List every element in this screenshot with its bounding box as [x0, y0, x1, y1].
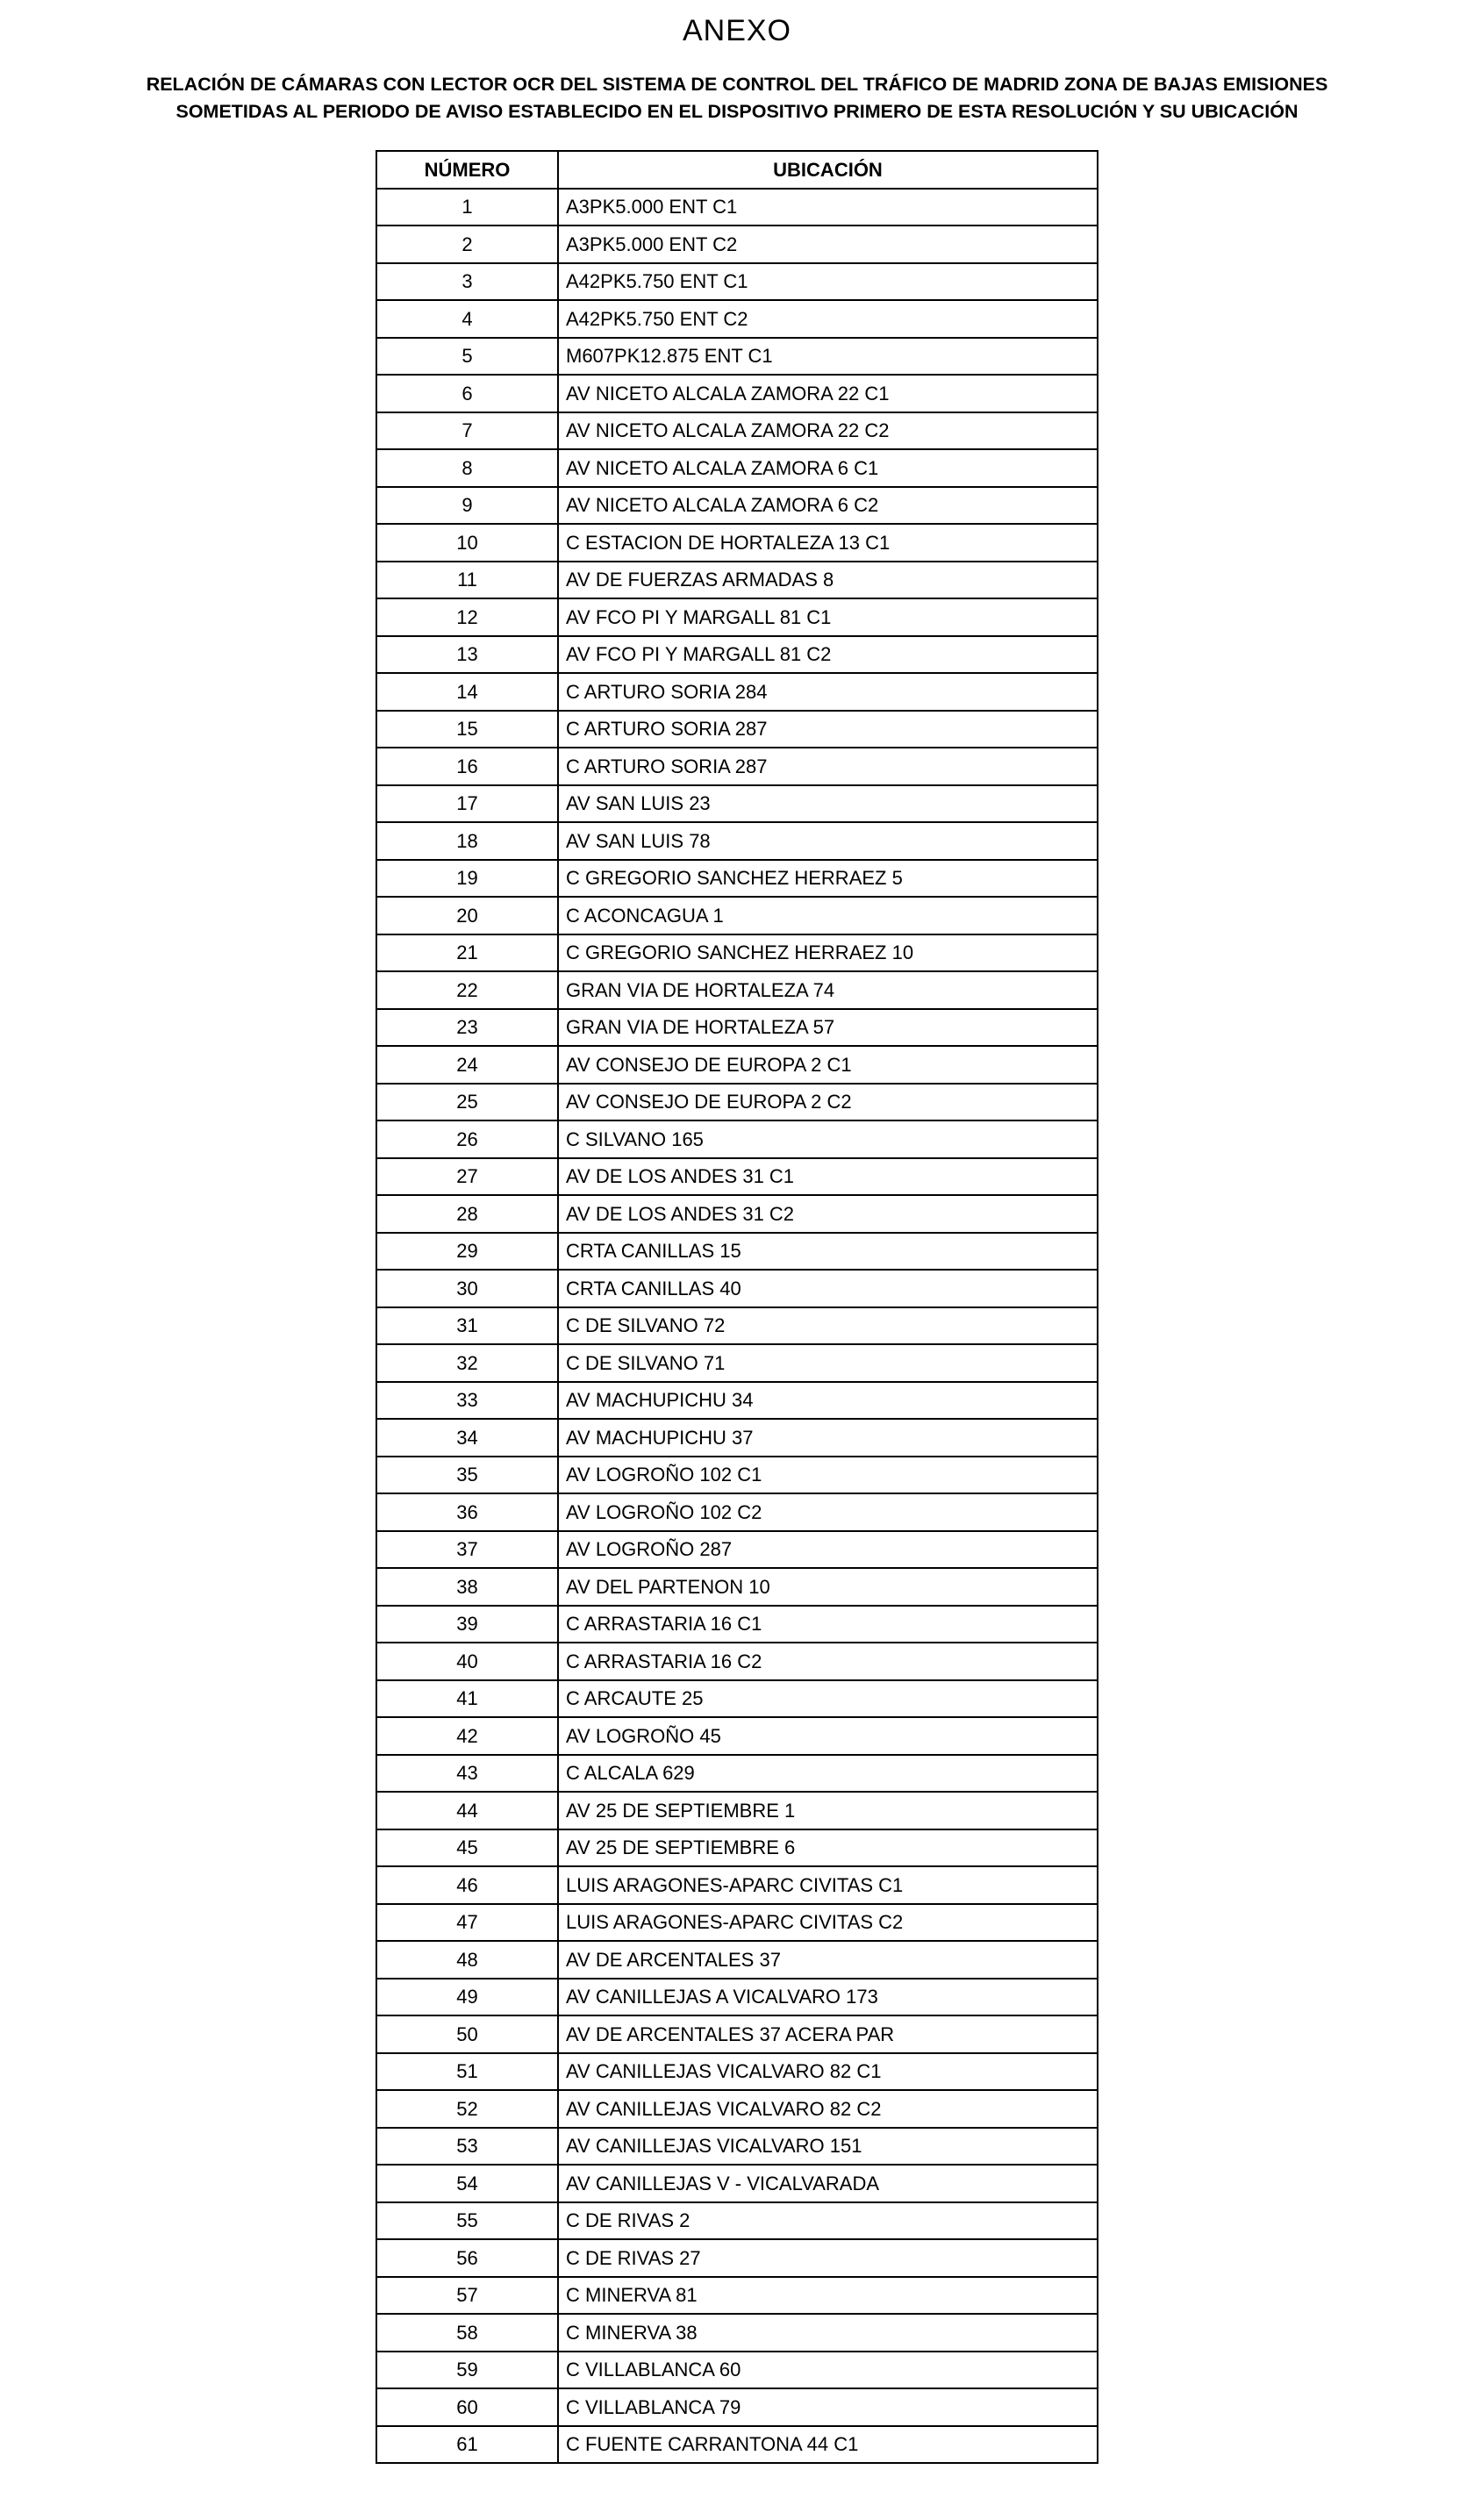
cell-numero: 24 [376, 1046, 558, 1084]
table-row [376, 1792, 1098, 1829]
cell-numero: 43 [376, 1755, 558, 1793]
table-row [376, 636, 1098, 674]
cell-numero: 50 [376, 2015, 558, 2053]
table-row [376, 1680, 1098, 1718]
cell-numero: 60 [376, 2388, 558, 2426]
cell-ubicacion: AV LOGROÑO 287 [558, 1531, 1098, 1569]
cell-numero: 27 [376, 1158, 558, 1196]
cell-numero: 21 [376, 934, 558, 972]
table-header [376, 151, 1098, 189]
cell-numero: 10 [376, 524, 558, 562]
table-row [376, 1866, 1098, 1904]
table-row [376, 338, 1098, 376]
table-row [376, 860, 1098, 898]
cell-numero: 16 [376, 748, 558, 785]
cell-numero: 28 [376, 1195, 558, 1233]
table-row [376, 1084, 1098, 1121]
cell-ubicacion: AV CANILLEJAS VICALVARO 151 [558, 2128, 1098, 2166]
cell-ubicacion: C MINERVA 38 [558, 2314, 1098, 2352]
cell-numero: 12 [376, 598, 558, 636]
cell-ubicacion: C ALCALA 629 [558, 1755, 1098, 1793]
header-row [376, 151, 1098, 189]
cell-numero: 23 [376, 1009, 558, 1047]
cell-numero: 56 [376, 2239, 558, 2277]
table-row [376, 375, 1098, 412]
cell-ubicacion: AV CANILLEJAS VICALVARO 82 C1 [558, 2053, 1098, 2091]
cell-ubicacion: C ARRASTARIA 16 C1 [558, 1606, 1098, 1643]
cell-ubicacion: LUIS ARAGONES-APARC CIVITAS C1 [558, 1866, 1098, 1904]
cell-ubicacion: AV SAN LUIS 23 [558, 785, 1098, 823]
cell-ubicacion: AV CANILLEJAS A VICALVARO 173 [558, 1979, 1098, 2016]
table-row [376, 1270, 1098, 1307]
cell-ubicacion: C FUENTE CARRANTONA 44 C1 [558, 2426, 1098, 2464]
table-row [376, 263, 1098, 301]
cell-ubicacion: AV DE ARCENTALES 37 [558, 1941, 1098, 1979]
cell-numero: 14 [376, 673, 558, 711]
cell-ubicacion: AV NICETO ALCALA ZAMORA 22 C2 [558, 412, 1098, 450]
cell-numero: 3 [376, 263, 558, 301]
subtitle-line-1: RELACIÓN DE CÁMARAS CON LECTOR OCR DEL SISTEMA DE CONTROL DEL TRÁFICO DE MADRID ZONA DE BAJAS EMISIONES [146, 74, 1328, 95]
cell-numero: 48 [376, 1941, 558, 1979]
cell-ubicacion: AV MACHUPICHU 34 [558, 1382, 1098, 1420]
cell-numero: 7 [376, 412, 558, 450]
cell-ubicacion: AV LOGROÑO 45 [558, 1717, 1098, 1755]
table-row [376, 1382, 1098, 1420]
header-ubicacion: UBICACIÓN [558, 151, 1098, 189]
table-row [376, 2090, 1098, 2128]
cell-ubicacion: AV CONSEJO DE EUROPA 2 C2 [558, 1084, 1098, 1121]
cell-ubicacion: M607PK12.875 ENT C1 [558, 338, 1098, 376]
table-row [376, 1158, 1098, 1196]
cell-ubicacion: C VILLABLANCA 60 [558, 2352, 1098, 2389]
cell-numero: 42 [376, 1717, 558, 1755]
cell-ubicacion: AV 25 DE SEPTIEMBRE 1 [558, 1792, 1098, 1829]
table-row [376, 2128, 1098, 2166]
table-body [376, 189, 1098, 2464]
cell-ubicacion: C SILVANO 165 [558, 1120, 1098, 1158]
cell-ubicacion: AV DE LOS ANDES 31 C1 [558, 1158, 1098, 1196]
table-row [376, 2388, 1098, 2426]
cell-ubicacion: AV SAN LUIS 78 [558, 822, 1098, 860]
cell-ubicacion: AV NICETO ALCALA ZAMORA 22 C1 [558, 375, 1098, 412]
cell-numero: 30 [376, 1270, 558, 1307]
cell-ubicacion: C DE SILVANO 72 [558, 1307, 1098, 1345]
cell-ubicacion: AV DE FUERZAS ARMADAS 8 [558, 562, 1098, 599]
cell-numero: 19 [376, 860, 558, 898]
cell-numero: 2 [376, 226, 558, 263]
table-row [376, 1568, 1098, 1606]
table-row [376, 1531, 1098, 1569]
table-row [376, 487, 1098, 525]
table-row [376, 934, 1098, 972]
cell-ubicacion: AV 25 DE SEPTIEMBRE 6 [558, 1829, 1098, 1867]
cell-numero: 58 [376, 2314, 558, 2352]
cell-ubicacion: C ARCAUTE 25 [558, 1680, 1098, 1718]
cell-ubicacion: AV DEL PARTENON 10 [558, 1568, 1098, 1606]
cell-ubicacion: AV FCO PI Y MARGALL 81 C1 [558, 598, 1098, 636]
table-row [376, 1195, 1098, 1233]
table-row [376, 1979, 1098, 2016]
cell-ubicacion: AV NICETO ALCALA ZAMORA 6 C1 [558, 449, 1098, 487]
table-row [376, 1120, 1098, 1158]
cell-numero: 57 [376, 2277, 558, 2315]
cell-ubicacion: A3PK5.000 ENT C1 [558, 189, 1098, 226]
cell-numero: 8 [376, 449, 558, 487]
cell-ubicacion: C ARTURO SORIA 287 [558, 748, 1098, 785]
cell-numero: 53 [376, 2128, 558, 2166]
cell-ubicacion: C ESTACION DE HORTALEZA 13 C1 [558, 524, 1098, 562]
cell-ubicacion: AV MACHUPICHU 37 [558, 1419, 1098, 1457]
cell-ubicacion: AV CANILLEJAS VICALVARO 82 C2 [558, 2090, 1098, 2128]
cell-numero: 49 [376, 1979, 558, 2016]
table-row [376, 2202, 1098, 2240]
subtitle-line-2: SOMETIDAS AL PERIODO DE AVISO ESTABLECIDO EN EL DISPOSITIVO PRIMERO DE ESTA RESOLUCIÓN Y SU UBICACIÓN [175, 101, 1299, 123]
cell-ubicacion: C DE RIVAS 2 [558, 2202, 1098, 2240]
table-row [376, 1419, 1098, 1457]
cell-numero: 17 [376, 785, 558, 823]
cell-numero: 13 [376, 636, 558, 674]
table-row [376, 449, 1098, 487]
cell-ubicacion: GRAN VIA DE HORTALEZA 57 [558, 1009, 1098, 1047]
cell-ubicacion: C DE RIVAS 27 [558, 2239, 1098, 2277]
table-row [376, 1606, 1098, 1643]
table-row [376, 226, 1098, 263]
cell-ubicacion: AV CANILLEJAS V - VICALVARADA [558, 2165, 1098, 2202]
cameras-table [376, 150, 1098, 2464]
table-row [376, 1344, 1098, 1382]
cell-ubicacion: C DE SILVANO 71 [558, 1344, 1098, 1382]
cell-ubicacion: A3PK5.000 ENT C2 [558, 226, 1098, 263]
table-row [376, 2426, 1098, 2464]
table-row [376, 1233, 1098, 1271]
cell-ubicacion: C GREGORIO SANCHEZ HERRAEZ 5 [558, 860, 1098, 898]
table-row [376, 2053, 1098, 2091]
table-row [376, 300, 1098, 338]
table-row [376, 189, 1098, 226]
cell-numero: 32 [376, 1344, 558, 1382]
table-row [376, 2277, 1098, 2315]
cell-ubicacion: AV NICETO ALCALA ZAMORA 6 C2 [558, 487, 1098, 525]
cell-numero: 45 [376, 1829, 558, 1867]
cell-ubicacion: AV FCO PI Y MARGALL 81 C2 [558, 636, 1098, 674]
table-row [376, 2165, 1098, 2202]
cell-ubicacion: GRAN VIA DE HORTALEZA 74 [558, 971, 1098, 1009]
cell-ubicacion: AV DE LOS ANDES 31 C2 [558, 1195, 1098, 1233]
cell-numero: 18 [376, 822, 558, 860]
cell-numero: 11 [376, 562, 558, 599]
cell-ubicacion: C MINERVA 81 [558, 2277, 1098, 2315]
table-row [376, 971, 1098, 1009]
cell-numero: 59 [376, 2352, 558, 2389]
cell-numero: 4 [376, 300, 558, 338]
cell-numero: 31 [376, 1307, 558, 1345]
table-row [376, 1009, 1098, 1047]
cell-numero: 5 [376, 338, 558, 376]
cell-ubicacion: C VILLABLANCA 79 [558, 2388, 1098, 2426]
cell-numero: 37 [376, 1531, 558, 1569]
table-row [376, 897, 1098, 934]
table-row [376, 1829, 1098, 1867]
table-row [376, 785, 1098, 823]
table-row [376, 673, 1098, 711]
cell-numero: 6 [376, 375, 558, 412]
table-row [376, 1493, 1098, 1531]
cell-numero: 55 [376, 2202, 558, 2240]
cell-numero: 47 [376, 1904, 558, 1942]
table-row [376, 822, 1098, 860]
table-row [376, 2314, 1098, 2352]
table-row [376, 2239, 1098, 2277]
cell-numero: 61 [376, 2426, 558, 2464]
table-row [376, 1046, 1098, 1084]
cell-numero: 33 [376, 1382, 558, 1420]
table-row [376, 598, 1098, 636]
cell-numero: 54 [376, 2165, 558, 2202]
cell-numero: 38 [376, 1568, 558, 1606]
cell-numero: 15 [376, 711, 558, 748]
table-row [376, 1307, 1098, 1345]
cell-numero: 52 [376, 2090, 558, 2128]
cell-numero: 29 [376, 1233, 558, 1271]
cell-numero: 26 [376, 1120, 558, 1158]
table-row [376, 524, 1098, 562]
cell-numero: 1 [376, 189, 558, 226]
table-row [376, 412, 1098, 450]
table-row [376, 1717, 1098, 1755]
cell-ubicacion: C ARTURO SORIA 284 [558, 673, 1098, 711]
cell-numero: 46 [376, 1866, 558, 1904]
table-row [376, 1755, 1098, 1793]
cell-ubicacion: AV DE ARCENTALES 37 ACERA PAR [558, 2015, 1098, 2053]
cell-numero: 41 [376, 1680, 558, 1718]
cell-numero: 34 [376, 1419, 558, 1457]
table-row [376, 2352, 1098, 2389]
page-title: ANEXO [682, 14, 792, 47]
table-row [376, 1643, 1098, 1680]
cell-ubicacion: C ARTURO SORIA 287 [558, 711, 1098, 748]
cell-numero: 9 [376, 487, 558, 525]
cell-numero: 39 [376, 1606, 558, 1643]
cell-ubicacion: C ARRASTARIA 16 C2 [558, 1643, 1098, 1680]
cell-numero: 20 [376, 897, 558, 934]
table-row [376, 562, 1098, 599]
document-subtitle [0, 71, 1474, 125]
table-row [376, 1904, 1098, 1942]
cell-numero: 44 [376, 1792, 558, 1829]
table-row [376, 711, 1098, 748]
table-row [376, 2015, 1098, 2053]
cell-ubicacion: LUIS ARAGONES-APARC CIVITAS C2 [558, 1904, 1098, 1942]
table-row [376, 1941, 1098, 1979]
cell-ubicacion: C ACONCAGUA 1 [558, 897, 1098, 934]
cell-numero: 22 [376, 971, 558, 1009]
cell-ubicacion: AV CONSEJO DE EUROPA 2 C1 [558, 1046, 1098, 1084]
cell-numero: 51 [376, 2053, 558, 2091]
cell-ubicacion: A42PK5.750 ENT C2 [558, 300, 1098, 338]
cell-ubicacion: CRTA CANILLAS 40 [558, 1270, 1098, 1307]
cell-numero: 36 [376, 1493, 558, 1531]
header-numero: NÚMERO [376, 151, 558, 189]
table-row [376, 1457, 1098, 1494]
cell-numero: 25 [376, 1084, 558, 1121]
cell-ubicacion: CRTA CANILLAS 15 [558, 1233, 1098, 1271]
cell-numero: 35 [376, 1457, 558, 1494]
cell-ubicacion: C GREGORIO SANCHEZ HERRAEZ 10 [558, 934, 1098, 972]
cell-numero: 40 [376, 1643, 558, 1680]
table-row [376, 748, 1098, 785]
cell-ubicacion: A42PK5.750 ENT C1 [558, 263, 1098, 301]
cell-ubicacion: AV LOGROÑO 102 C1 [558, 1457, 1098, 1494]
cell-ubicacion: AV LOGROÑO 102 C2 [558, 1493, 1098, 1531]
